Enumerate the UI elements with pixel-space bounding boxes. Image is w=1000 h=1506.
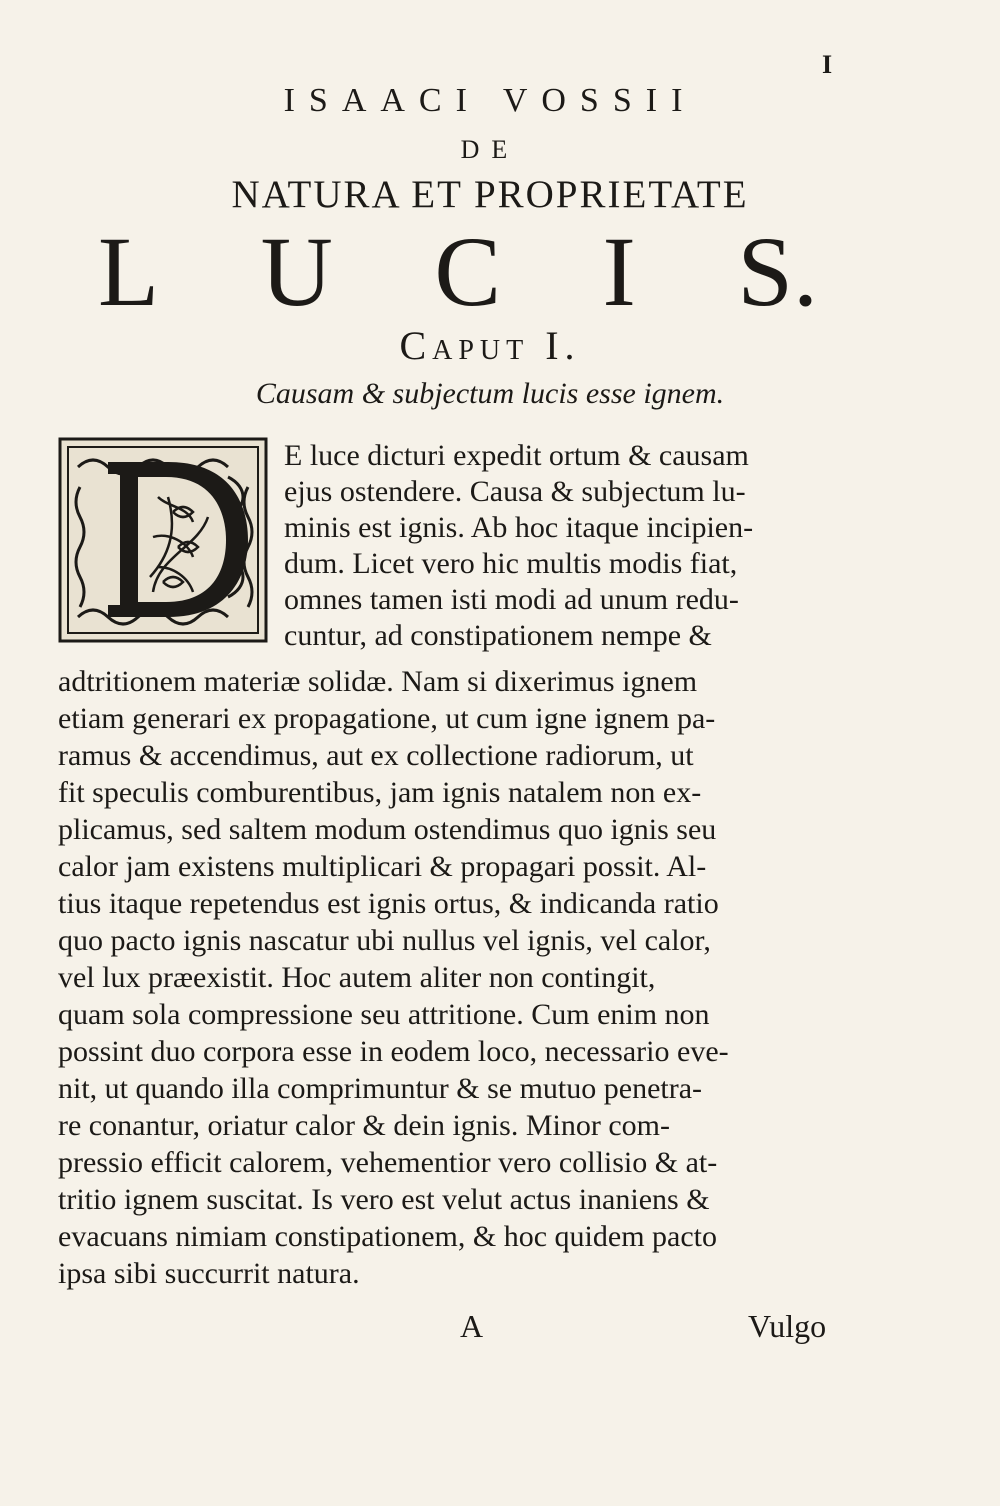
text-line: calor jam existens multiplicari & propagari possit. Al- (58, 850, 707, 883)
text-line: tius itaque repetendus est ignis ortus, & indicanda ratio (58, 887, 719, 920)
text-line: etiam generari ex propagatione, ut cum igne ignem pa- (58, 702, 716, 735)
text-line: cuntur, ad constipationem nempe & (284, 619, 712, 652)
text-line: possint duo corpora esse in eodem loco, necessario eve- (58, 1035, 729, 1068)
text-line: fit speculis comburentibus, jam ignis natalem non ex- (58, 776, 702, 809)
decorated-initial-d-icon (58, 437, 268, 643)
preposition-heading: DE (460, 135, 520, 164)
text-line: adtritionem materiæ solidæ. Nam si dixerimus ignem (58, 665, 698, 698)
text-line: plicamus, sed saltem modum ostendimus quo ignis seu (58, 813, 717, 846)
title-letter: U (260, 216, 333, 327)
text-line: re conantur, oriatur calor & dein ignis. Minor com- (58, 1109, 670, 1142)
chapter-heading: Caput I. (399, 323, 581, 368)
title-letter: S. (737, 216, 818, 327)
title-letter: I (602, 216, 636, 327)
title-letter: L (98, 216, 160, 327)
author-heading: ISAACI VOSSII (283, 82, 697, 119)
text-line: E luce dicturi expedit ortum & causam (284, 439, 749, 472)
text-line: dum. Licet vero hic multis modis fiat, (284, 547, 738, 580)
text-line: pressio efficit calorem, vehementior vero collisio & at- (58, 1146, 718, 1179)
title-letter: C (434, 216, 502, 327)
text-line: quam sola compressione seu attritione. Cum enim non (58, 998, 710, 1031)
text-line: evacuans nimiam constipationem, & hoc quidem pacto (58, 1220, 717, 1253)
initial-letter-text: D (58, 437, 59, 438)
text-line: ipsa sibi succurrit natura. (58, 1257, 360, 1290)
catchword: Vulgo (748, 1308, 827, 1344)
title-lucis (98, 216, 818, 327)
text-line: nit, ut quando illa comprimuntur & se mutuo penetra- (58, 1072, 703, 1105)
text-line: ejus ostendere. Causa & subjectum lu- (284, 475, 746, 508)
text-line: vel lux præexistit. Hoc autem aliter non contingit, (58, 961, 656, 994)
signature-mark: A (460, 1308, 484, 1344)
text-line: tritio ignem suscitat. Is vero est velut actus inaniens & (58, 1183, 710, 1216)
subtitle-heading: NATURA ET PROPRIETATE (231, 173, 749, 216)
text-line: minis est ignis. Ab hoc itaque incipien- (284, 511, 754, 544)
page-number: I (822, 50, 833, 79)
text-line: ramus & accendimus, aut ex collectione radiorum, ut (58, 739, 694, 772)
text-line: quo pacto ignis nascatur ubi nullus vel ignis, vel calor, (58, 924, 711, 957)
text-line: omnes tamen isti modi ad unum redu- (284, 583, 739, 616)
chapter-summary: Causam & subjectum lucis esse ignem. (255, 377, 725, 410)
